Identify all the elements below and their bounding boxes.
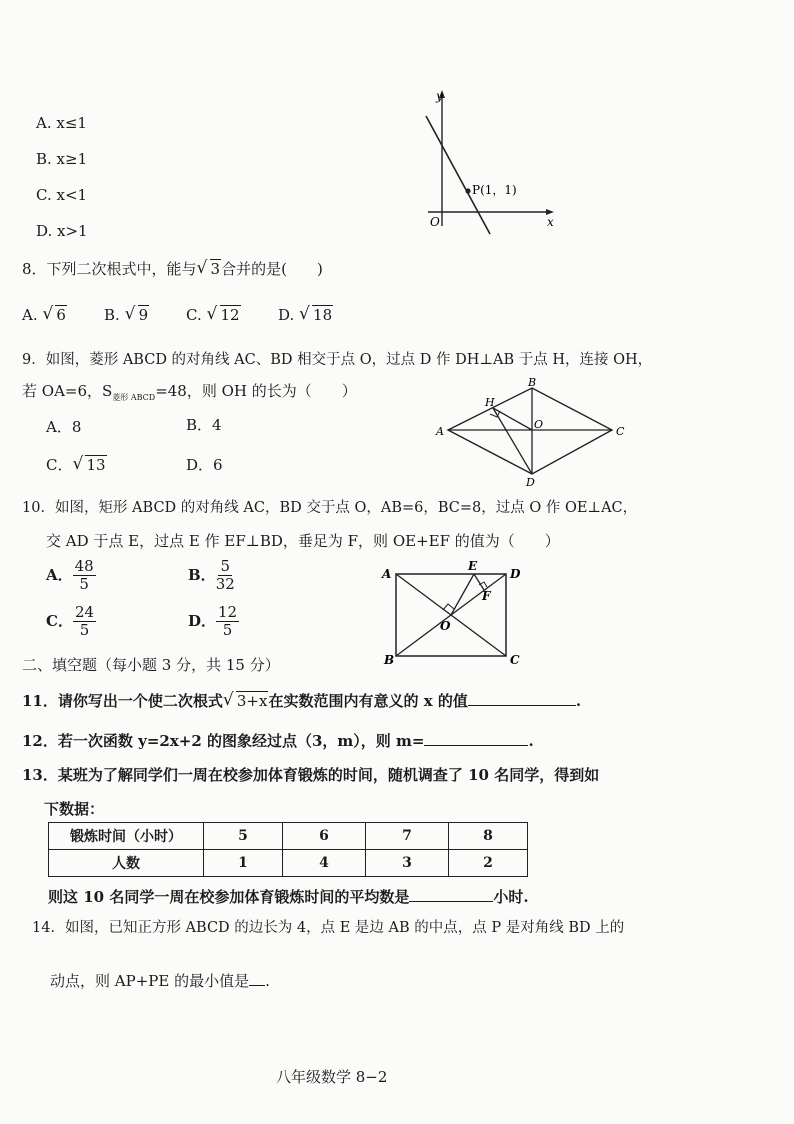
table-count-label: 人数 <box>49 850 204 877</box>
q10-option-a: A． $\frac{48}{5}$ <box>46 557 94 594</box>
svg-text:B: B <box>384 653 395 667</box>
q10-option-b: B． $\frac{5}{32}$ <box>188 557 235 594</box>
origin-label: O <box>430 215 440 229</box>
q10-stem-line1: 10．如图，矩形 ABCD 的对角线 AC，BD 交于点 O，AB=6，BC=8，过点 O 作 OE⊥AC， <box>22 500 638 516</box>
q13-question: 则这 10 名同学一周在校参加体育锻炼时间的平均数是 小时. <box>48 888 529 906</box>
q14-answer-blank <box>249 985 265 986</box>
svg-text:D: D <box>510 567 521 581</box>
svg-text:E: E <box>468 560 478 573</box>
svg-text:C: C <box>510 653 520 667</box>
q7-option-c: C. x<1 <box>36 186 88 204</box>
page-footer: 八年级数学 8−2 <box>276 1068 388 1086</box>
q11-answer-blank <box>468 705 576 706</box>
q8-option-b: B. √ 9 <box>104 304 149 324</box>
q8-option-c: C. √ 12 <box>186 304 240 324</box>
q9-option-a: A．8 <box>46 418 82 436</box>
q9-stem-line1: 9．如图，菱形 ABCD 的对角线 AC、BD 相交于点 O，过点 D 作 DH⊥AB 于点 H，连接 OH， <box>22 352 653 368</box>
q13-answer-blank <box>409 901 493 902</box>
q10-option-d: D． $\frac{12}{5}$ <box>188 603 238 640</box>
q7-option-a: A. x≤1 <box>36 114 87 132</box>
q10-rectangle-figure <box>376 560 526 670</box>
q13-stem-line2: 下数据： <box>44 800 105 818</box>
q10-stem-line2: 交 AD 于点 E，过点 E 作 EF⊥BD，垂足为 F，则 OE+EF 的值为（ ） <box>46 532 560 550</box>
q11-stem: 11．请你写出一个使二次根式 √ 3+x在实数范围内有意义的 x 的值 . <box>22 690 582 710</box>
table-row: 人数 1 4 3 2 <box>49 850 528 877</box>
q14-stem-line2: 动点，则 AP+PE 的最小值是 . <box>50 972 270 990</box>
x-axis-label: x <box>547 215 554 229</box>
q14-stem-line1: 14．如图，已知正方形 ABCD 的边长为 4，点 E 是边 AB 的中点，点 P 是对角线 BD 上的 <box>32 920 625 936</box>
svg-text:D: D <box>526 476 535 488</box>
svg-text:O: O <box>534 418 544 431</box>
svg-text:H: H <box>485 396 495 409</box>
table-header-label: 锻炼时间（小时） <box>49 823 204 850</box>
q7-function-graph <box>410 86 560 236</box>
y-axis-label: y <box>436 89 443 103</box>
q13-stem-line1: 13．某班为了解同学们一周在校参加体育锻炼的时间，随机调查了 10 名同学，得到如 <box>22 766 600 784</box>
q9-rhombus-figure <box>430 374 630 488</box>
q13-data-table <box>48 822 528 877</box>
q9-option-c: C． √ 13 <box>46 454 106 474</box>
svg-text:O: O <box>440 619 451 633</box>
q9-stem-line2: 若 OA=6，$S_{菱形 ABCD}=48$，则 OH 的长为（ ） <box>22 382 357 402</box>
svg-text:A: A <box>436 425 444 438</box>
point-p-label: P(1，1) <box>472 183 517 197</box>
q7-option-d: D. x>1 <box>36 222 88 240</box>
q8-option-d: D. √ 18 <box>278 304 333 324</box>
q9-option-d: D．6 <box>186 456 223 474</box>
q12-answer-blank <box>424 745 528 746</box>
q12-stem: 12．若一次函数 y=2x+2 的图象经过点（3，m），则 m= . <box>22 732 534 750</box>
section-2-heading: 二、填空题（每小题 3 分，共 15 分） <box>22 656 280 674</box>
svg-text:A: A <box>382 567 392 581</box>
q9-option-b: B．4 <box>186 416 222 434</box>
table-row: 锻炼时间（小时） 5 6 7 8 <box>49 823 528 850</box>
q7-option-b: B. x≥1 <box>36 150 88 168</box>
svg-text:B: B <box>528 376 537 389</box>
q10-option-c: C． $\frac{24}{5}$ <box>46 603 95 640</box>
svg-text:F: F <box>482 589 491 603</box>
svg-text:C: C <box>616 425 625 438</box>
q8-option-a: A. √ 6 <box>22 304 66 324</box>
q8-stem: 8．下列二次根式中，能与 √ 3合并的是( ) <box>22 258 323 278</box>
